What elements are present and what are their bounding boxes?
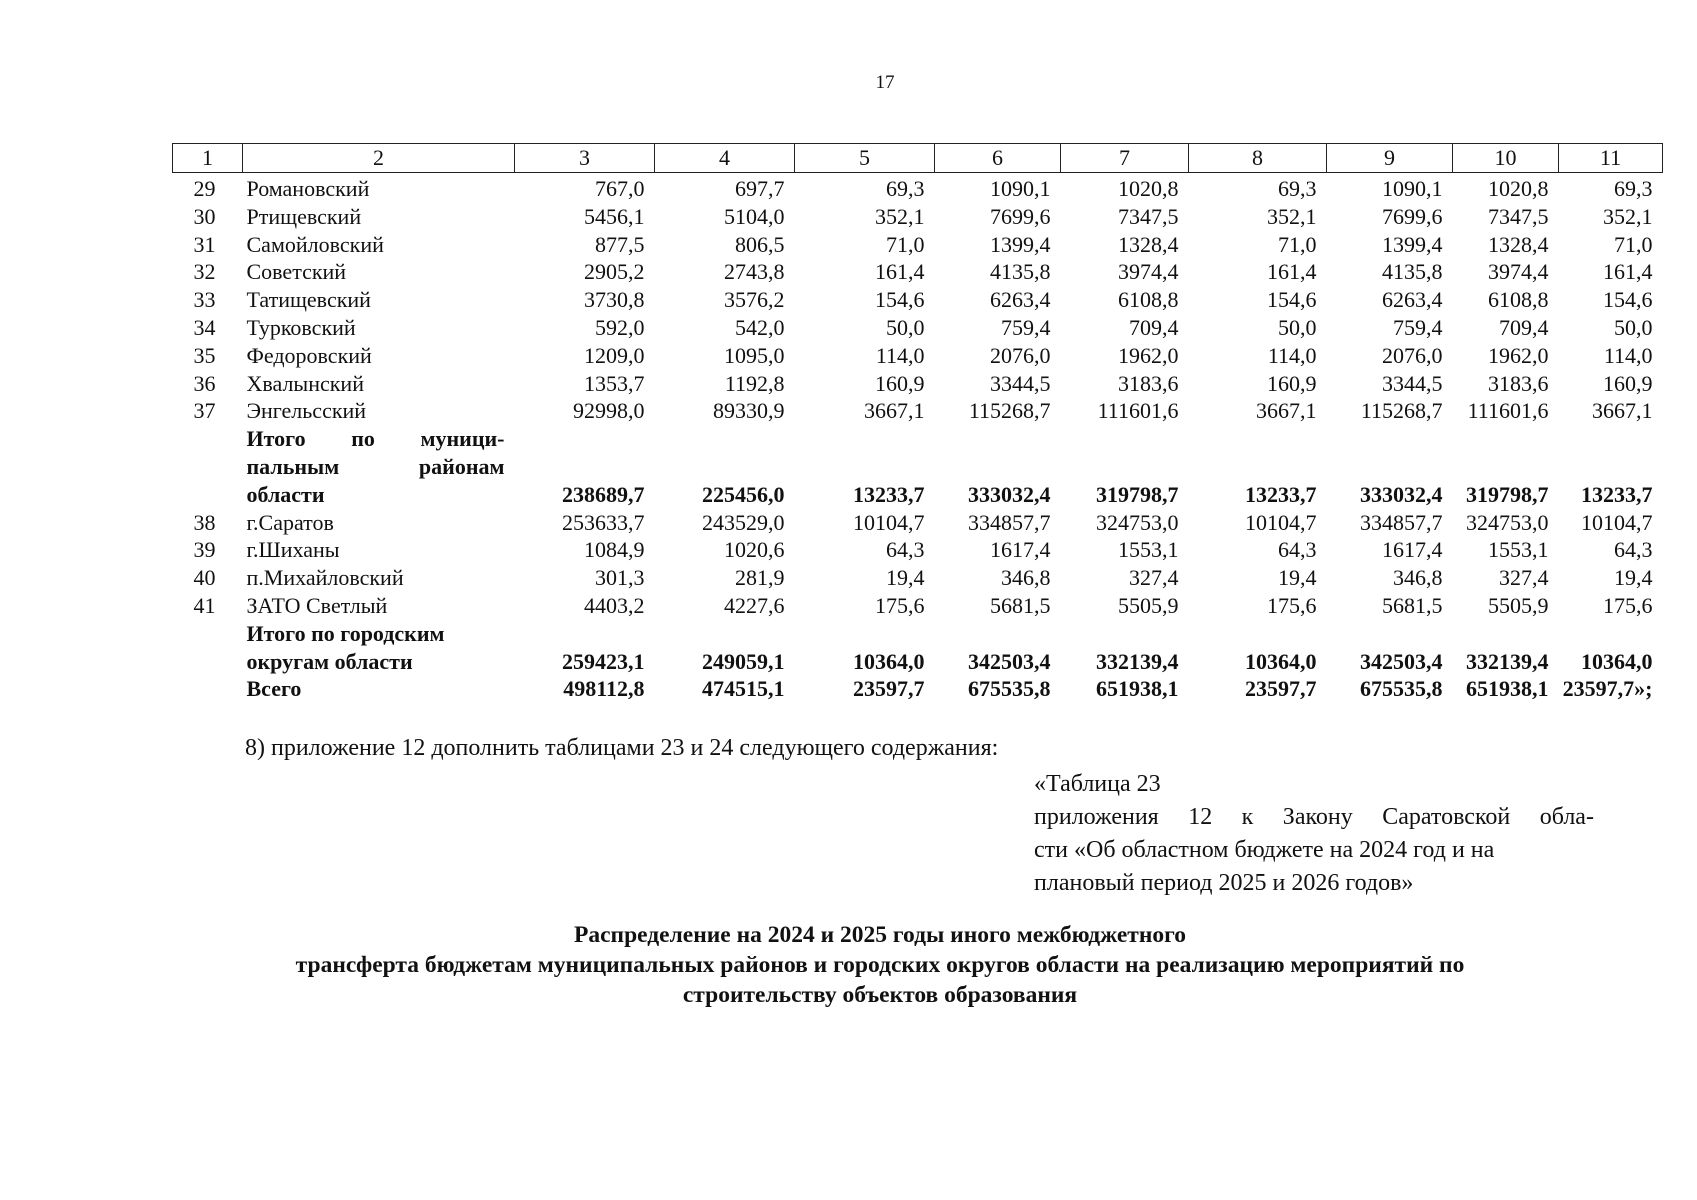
value-cell: 3183,6 xyxy=(1118,370,1179,396)
appendix-line: плановый период 2025 и 2026 годов» xyxy=(1034,870,1414,896)
value-cell: 114,0 xyxy=(1603,342,1653,368)
value-cell: 767,0 xyxy=(595,176,645,201)
section-heading xyxy=(160,920,1600,1010)
value-cell: 5505,9 xyxy=(1488,592,1549,618)
value-cell: 327,4 xyxy=(1129,565,1179,591)
total-label-line: пальным районам xyxy=(246,453,505,479)
value-cell: 64,3 xyxy=(886,537,925,563)
value-cell: 3974,4 xyxy=(1488,259,1549,285)
value-cell: 160,9 xyxy=(1603,370,1653,396)
value-cell: 1328,4 xyxy=(1488,231,1549,257)
column-header: 4 xyxy=(655,144,795,173)
table-row xyxy=(173,397,1663,425)
value-cell: 651938,1 xyxy=(1096,676,1179,702)
value-cell: 238689,7 xyxy=(562,481,645,507)
value-cell: 4403,2 xyxy=(584,592,645,618)
value-cell: 1399,4 xyxy=(1382,231,1443,257)
appendix-line: сти «Об областном бюджете на 2024 год и на xyxy=(1034,837,1495,863)
total-label-line: Итого по муници- xyxy=(246,426,505,452)
district-name: Турковский xyxy=(246,314,356,340)
value-cell: 319798,7 xyxy=(1466,481,1549,507)
total-label xyxy=(243,425,515,508)
page-number: 17 xyxy=(875,72,895,93)
value-cell: 334857,7 xyxy=(968,509,1051,535)
value-cell: 10104,7 xyxy=(1245,509,1317,535)
value-cell: 346,8 xyxy=(1393,565,1443,591)
table-row xyxy=(173,286,1663,314)
row-number: 32 xyxy=(193,259,216,285)
value-cell: 7347,5 xyxy=(1488,203,1549,229)
value-cell: 1090,1 xyxy=(990,176,1051,201)
value-cell: 69,3 xyxy=(1614,176,1653,201)
value-cell: 759,4 xyxy=(1001,314,1051,340)
value-cell: 324753,0 xyxy=(1466,509,1549,535)
value-cell: 111601,6 xyxy=(1097,398,1179,424)
value-cell: 114,0 xyxy=(875,342,925,368)
value-cell: 3974,4 xyxy=(1118,259,1179,285)
value-cell: 592,0 xyxy=(595,314,645,340)
appendix-line: приложения 12 к Закону Саратовской обла- xyxy=(1034,804,1594,830)
value-cell: 7699,6 xyxy=(1382,203,1443,229)
value-cell: 1553,1 xyxy=(1118,537,1179,563)
value-cell: 154,6 xyxy=(1267,287,1317,313)
district-name: Советский xyxy=(246,259,347,285)
value-cell: 5505,9 xyxy=(1118,592,1179,618)
value-cell: 877,5 xyxy=(595,231,645,257)
value-cell: 5456,1 xyxy=(584,203,645,229)
value-cell: 175,6 xyxy=(1603,592,1653,618)
value-cell: 1209,0 xyxy=(584,342,645,368)
value-cell: 1020,8 xyxy=(1488,176,1549,201)
value-cell: 225456,0 xyxy=(702,481,785,507)
value-cell: 19,4 xyxy=(1278,565,1317,591)
value-cell: 64,3 xyxy=(1278,537,1317,563)
value-cell: 333032,4 xyxy=(1360,481,1443,507)
value-cell: 2076,0 xyxy=(1382,342,1443,368)
table-row xyxy=(173,314,1663,342)
row-number: 39 xyxy=(193,537,216,563)
value-cell: 1020,6 xyxy=(724,537,785,563)
value-cell: 1399,4 xyxy=(990,231,1051,257)
value-cell: 19,4 xyxy=(1614,565,1653,591)
value-cell: 50,0 xyxy=(1614,314,1653,340)
table-header-row xyxy=(173,144,1663,173)
total-label-line: области xyxy=(246,481,325,507)
table-row xyxy=(173,370,1663,398)
value-cell: 23597,7 xyxy=(1245,676,1317,702)
value-cell: 10364,0 xyxy=(1245,648,1317,674)
value-cell: 10104,7 xyxy=(1581,509,1653,535)
row-number: 40 xyxy=(193,565,216,591)
district-name: Самойловский xyxy=(246,231,384,257)
value-cell: 71,0 xyxy=(1278,231,1317,257)
value-cell: 115268,7 xyxy=(1360,398,1443,424)
table-row xyxy=(173,231,1663,259)
value-cell: 92998,0 xyxy=(573,398,645,424)
value-cell: 161,4 xyxy=(1267,259,1317,285)
value-cell: 675535,8 xyxy=(968,676,1051,702)
value-cell: 1553,1 xyxy=(1488,537,1549,563)
value-cell: 6108,8 xyxy=(1118,287,1179,313)
value-cell: 2076,0 xyxy=(990,342,1051,368)
value-cell: 161,4 xyxy=(1603,259,1653,285)
district-name: Ртищевский xyxy=(246,203,362,229)
value-cell: 352,1 xyxy=(875,203,925,229)
value-cell: 7699,6 xyxy=(990,203,1051,229)
district-name: г.Шиханы xyxy=(246,537,340,563)
value-cell: 13233,7 xyxy=(1581,481,1653,507)
value-cell: 114,0 xyxy=(1267,342,1317,368)
value-cell: 319798,7 xyxy=(1096,481,1179,507)
subtotal-cities-row xyxy=(173,620,1663,676)
value-cell: 334857,7 xyxy=(1360,509,1443,535)
row-number: 34 xyxy=(193,314,216,340)
row-number: 33 xyxy=(193,287,216,313)
total-label xyxy=(243,620,515,676)
value-cell: 342503,4 xyxy=(968,648,1051,674)
value-cell: 333032,4 xyxy=(968,481,1051,507)
value-cell: 249059,1 xyxy=(702,648,785,674)
value-cell: 4135,8 xyxy=(990,259,1051,285)
total-label-line: округам области xyxy=(246,648,413,674)
total-label-line: Итого по городским xyxy=(246,620,445,646)
subtotal-districts-row xyxy=(173,425,1663,508)
value-cell: 111601,6 xyxy=(1467,398,1549,424)
district-name: ЗАТО Светлый xyxy=(246,592,388,618)
heading-line: трансферта бюджетам муниципальных районов и городских округов области на реализацию мероприятий по xyxy=(295,952,1465,978)
row-number xyxy=(173,620,243,676)
value-cell: 1328,4 xyxy=(1118,231,1179,257)
column-header: 10 xyxy=(1453,144,1559,173)
value-cell: 160,9 xyxy=(1267,370,1317,396)
district-name: Федоровский xyxy=(246,342,372,368)
appendix-reference xyxy=(1034,768,1594,900)
value-cell: 352,1 xyxy=(1603,203,1653,229)
value-cell: 332139,4 xyxy=(1466,648,1549,674)
table-row xyxy=(173,342,1663,370)
value-cell: 474515,1 xyxy=(702,676,785,702)
value-cell: 89330,9 xyxy=(713,398,785,424)
district-name: Татищевский xyxy=(246,287,371,313)
value-cell: 115268,7 xyxy=(968,398,1051,424)
value-cell: 3730,8 xyxy=(584,287,645,313)
heading-line: Распределение на 2024 и 2025 годы иного межбюджетного xyxy=(574,922,1186,948)
value-cell: 5104,0 xyxy=(724,203,785,229)
value-cell: 3344,5 xyxy=(990,370,1051,396)
amendment-instruction: 8) приложение 12 дополнить таблицами 23 и 24 следующего содержания: xyxy=(245,735,999,761)
value-cell: 13233,7 xyxy=(853,481,925,507)
value-cell: 1192,8 xyxy=(724,370,785,396)
row-number: 30 xyxy=(193,203,216,229)
table-body xyxy=(173,173,1663,704)
table-row xyxy=(173,258,1663,286)
value-cell: 71,0 xyxy=(886,231,925,257)
district-name: Энгельсский xyxy=(246,398,367,424)
value-cell: 2743,8 xyxy=(724,259,785,285)
value-cell: 3183,6 xyxy=(1488,370,1549,396)
value-cell: 697,7 xyxy=(735,176,785,201)
value-cell: 324753,0 xyxy=(1096,509,1179,535)
row-number: 36 xyxy=(193,370,216,396)
district-name: г.Саратов xyxy=(246,509,334,535)
value-cell: 1020,8 xyxy=(1118,176,1179,201)
value-cell: 6108,8 xyxy=(1488,287,1549,313)
value-cell: 651938,1 xyxy=(1466,676,1549,702)
value-cell: 352,1 xyxy=(1267,203,1317,229)
table-row xyxy=(173,509,1663,537)
value-cell: 3667,1 xyxy=(1256,398,1317,424)
value-cell: 301,3 xyxy=(595,565,645,591)
value-cell: 5681,5 xyxy=(990,592,1051,618)
value-cell: 160,9 xyxy=(875,370,925,396)
column-header: 3 xyxy=(515,144,655,173)
value-cell: 709,4 xyxy=(1129,314,1179,340)
value-cell: 5681,5 xyxy=(1382,592,1443,618)
value-cell: 332139,4 xyxy=(1096,648,1179,674)
value-cell: 2905,2 xyxy=(584,259,645,285)
value-cell: 342503,4 xyxy=(1360,648,1443,674)
column-header: 7 xyxy=(1061,144,1189,173)
row-number: 29 xyxy=(193,176,216,201)
column-header: 5 xyxy=(795,144,935,173)
heading-line: строительству объектов образования xyxy=(682,982,1078,1008)
value-cell: 281,9 xyxy=(735,565,785,591)
value-cell: 10364,0 xyxy=(1581,648,1653,674)
value-cell: 13233,7 xyxy=(1245,481,1317,507)
value-cell: 10104,7 xyxy=(853,509,925,535)
value-cell: 10364,0 xyxy=(853,648,925,674)
value-cell: 542,0 xyxy=(735,314,785,340)
value-cell: 243529,0 xyxy=(702,509,785,535)
value-cell: 346,8 xyxy=(1001,565,1051,591)
value-cell: 23597,7»; xyxy=(1562,676,1653,702)
column-header: 1 xyxy=(173,144,243,173)
row-number: 31 xyxy=(193,231,216,257)
value-cell: 3667,1 xyxy=(1592,398,1653,424)
district-name: Хвалынский xyxy=(246,370,364,396)
value-cell: 71,0 xyxy=(1614,231,1653,257)
row-number: 37 xyxy=(193,398,216,424)
value-cell: 175,6 xyxy=(875,592,925,618)
table-row xyxy=(173,592,1663,620)
row-number: 38 xyxy=(193,509,216,535)
column-header: 11 xyxy=(1559,144,1663,173)
value-cell: 23597,7 xyxy=(853,676,925,702)
table-row xyxy=(173,173,1663,203)
value-cell: 1353,7 xyxy=(584,370,645,396)
value-cell: 759,4 xyxy=(1393,314,1443,340)
value-cell: 69,3 xyxy=(1278,176,1317,201)
column-header: 8 xyxy=(1189,144,1327,173)
value-cell: 3344,5 xyxy=(1382,370,1443,396)
district-name: п.Михайловский xyxy=(246,565,404,591)
column-header: 9 xyxy=(1327,144,1453,173)
value-cell: 7347,5 xyxy=(1118,203,1179,229)
value-cell: 1095,0 xyxy=(724,342,785,368)
value-cell: 50,0 xyxy=(886,314,925,340)
value-cell: 154,6 xyxy=(1603,287,1653,313)
value-cell: 806,5 xyxy=(735,231,785,257)
value-cell: 4135,8 xyxy=(1382,259,1443,285)
value-cell: 1084,9 xyxy=(584,537,645,563)
budget-table xyxy=(172,143,1663,703)
value-cell: 154,6 xyxy=(875,287,925,313)
value-cell: 327,4 xyxy=(1499,565,1549,591)
appendix-line: «Таблица 23 xyxy=(1034,771,1161,797)
value-cell: 175,6 xyxy=(1267,592,1317,618)
value-cell: 1090,1 xyxy=(1382,176,1443,201)
value-cell: 50,0 xyxy=(1278,314,1317,340)
value-cell: 709,4 xyxy=(1499,314,1549,340)
value-cell: 259423,1 xyxy=(562,648,645,674)
value-cell: 1962,0 xyxy=(1488,342,1549,368)
row-number xyxy=(173,425,243,508)
column-header: 2 xyxy=(243,144,515,173)
value-cell: 3667,1 xyxy=(864,398,925,424)
value-cell: 19,4 xyxy=(886,565,925,591)
row-number: 35 xyxy=(193,342,216,368)
value-cell: 675535,8 xyxy=(1360,676,1443,702)
table-row xyxy=(173,536,1663,564)
row-number: 41 xyxy=(193,592,216,618)
value-cell: 253633,7 xyxy=(562,509,645,535)
value-cell: 3576,2 xyxy=(724,287,785,313)
value-cell: 6263,4 xyxy=(1382,287,1443,313)
value-cell: 498112,8 xyxy=(563,676,645,702)
total-label: Всего xyxy=(246,676,302,702)
value-cell: 64,3 xyxy=(1614,537,1653,563)
value-cell: 4227,6 xyxy=(724,592,785,618)
table-row xyxy=(173,203,1663,231)
value-cell: 1617,4 xyxy=(1382,537,1443,563)
value-cell: 69,3 xyxy=(886,176,925,201)
value-cell: 1617,4 xyxy=(990,537,1051,563)
grand-total-row xyxy=(173,675,1663,703)
table-row xyxy=(173,564,1663,592)
value-cell: 6263,4 xyxy=(990,287,1051,313)
district-name: Романовский xyxy=(246,176,370,201)
row-number xyxy=(173,675,243,703)
column-header: 6 xyxy=(935,144,1061,173)
value-cell: 1962,0 xyxy=(1118,342,1179,368)
value-cell: 161,4 xyxy=(875,259,925,285)
